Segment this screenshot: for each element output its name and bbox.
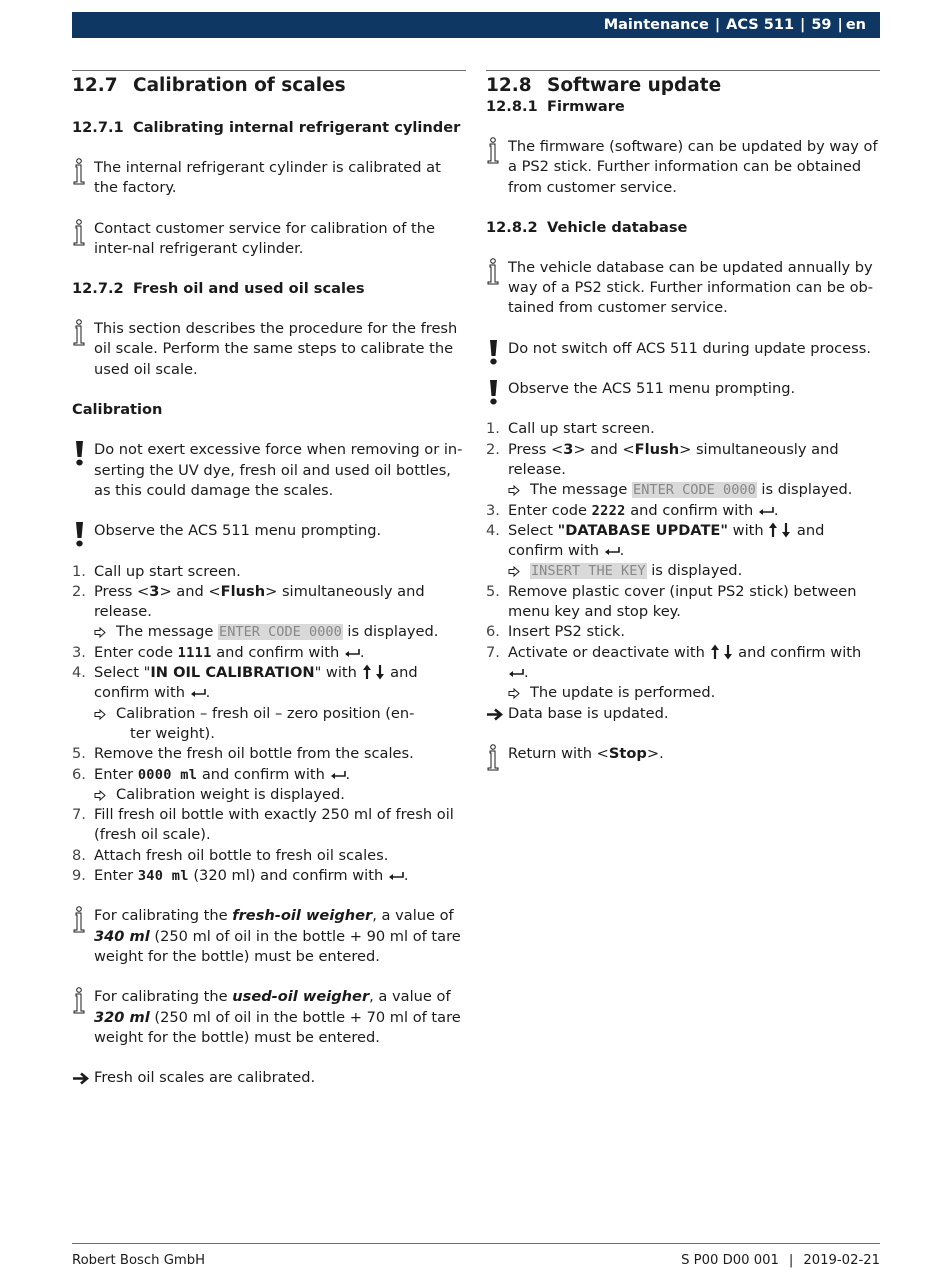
footer-docinfo: S P00 D00 001 | 2019-02-21 <box>681 1253 880 1268</box>
right-column <box>486 70 880 764</box>
step-result: Calibration – fresh oil – zero position (en- ter weight). <box>72 704 466 745</box>
warning-icon <box>72 440 88 468</box>
enter-key-icon <box>344 648 360 658</box>
action-result-arrow-icon <box>94 627 106 638</box>
footer-date: 2019-02-21 <box>803 1253 880 1268</box>
step-result: The message ENTER CODE 0000 is displayed. <box>72 622 466 642</box>
list-item: 1. Call up start screen. <box>72 562 241 580</box>
section-heading-12-7: 12.7 Calibration of scales <box>72 75 346 96</box>
list-item: 7. Fill fresh oil bottle with exactly 250 ml of fresh oil (fresh oil scale). <box>72 806 454 844</box>
final-result: Data base is updated. <box>486 704 880 724</box>
enter-key-icon <box>508 668 524 678</box>
info-note: This section describes the procedure for the fresh oil scale. Perform the same steps to calibrate the used oil scale. <box>72 319 466 380</box>
list-item: 4. Select "IN OIL CALIBRATION" with and confirm with . <box>72 664 418 702</box>
action-result-arrow-icon <box>94 709 106 720</box>
final-result: Fresh oil scales are calibrated. <box>72 1068 466 1088</box>
info-icon <box>72 319 88 347</box>
info-note: Contact customer service for calibration of the inter-nal refrigerant cylinder. <box>72 219 466 260</box>
display-message: ENTER CODE 0000 <box>219 624 342 641</box>
footer-rule <box>72 1243 880 1244</box>
action-result-arrow-icon <box>508 485 520 496</box>
subsection-heading-12-8-1: 12.8.1 Firmware <box>486 98 625 115</box>
action-result-arrow-icon <box>508 688 520 699</box>
header-page-number: 59 <box>811 17 832 33</box>
info-icon <box>486 744 502 772</box>
update-steps <box>486 419 880 703</box>
result-arrow-icon <box>486 708 504 721</box>
info-note: For calibrating the fresh-oil weigher, a value of 340 ml (250 ml of oil in the bottle + 90 ml of tare weight for the bottle) must be entered. <box>72 906 466 967</box>
footer-document-number: S P00 D00 001 <box>681 1253 779 1268</box>
list-item: 4. Select "DATABASE UPDATE" with and confirm with . <box>486 521 825 560</box>
info-note: The firmware (software) can be updated by way of a PS2 stick. Further information can be obtained from customer service. <box>486 137 880 198</box>
info-note: Return with <Stop>. <box>486 744 880 764</box>
header-section: Maintenance <box>603 17 709 33</box>
list-item: 2. Press <3> and <Flush> simultaneously and release. <box>72 582 425 621</box>
step-result: Calibration weight is displayed. <box>72 785 466 805</box>
header-language: en <box>845 17 866 33</box>
header-product: ACS 511 <box>726 17 795 33</box>
info-note: The internal refrigerant cylinder is calibrated at the factory. <box>72 158 466 199</box>
list-item: 2. Press <3> and <Flush> simultaneously and release. <box>486 440 839 478</box>
subsection-heading-12-8-2: 12.8.2 Vehicle database <box>486 218 688 236</box>
list-item: 7. Activate or deactivate with and confirm with . <box>486 643 862 681</box>
list-item: 3. Enter code 1111 and confirm with . <box>72 643 365 661</box>
list-item: 5. Remove the fresh oil bottle from the scales. <box>72 745 414 763</box>
info-note: For calibrating the used-oil weigher, a value of 320 ml (250 ml of oil in the bottle + 70 ml of tare weight for the bottle) must be entered. <box>72 987 466 1048</box>
info-icon <box>486 137 502 165</box>
info-icon <box>72 906 88 934</box>
info-note: The vehicle database can be updated annually by way of a PS2 stick. Further information can be ob-tained from customer service. <box>486 258 880 319</box>
footer-company: Robert Bosch GmbH <box>72 1253 206 1268</box>
step-result: The message ENTER CODE 0000 is displayed. <box>486 480 880 500</box>
step-result: The update is performed. <box>486 683 880 703</box>
left-column <box>72 70 466 1088</box>
enter-key-icon <box>758 506 774 516</box>
list-item: 3. Enter code 2222 and confirm with . <box>486 501 779 519</box>
warning-icon <box>486 339 502 367</box>
action-result-arrow-icon <box>508 566 520 577</box>
enter-key-icon <box>330 770 346 780</box>
section-heading-12-8: 12.8 Software update <box>486 75 722 96</box>
up-down-arrows-icon <box>768 522 792 538</box>
warning-icon <box>486 379 502 407</box>
page-header-bar: Maintenance | ACS 511 | 59 | en <box>72 12 880 38</box>
subsection-heading-12-7-2: 12.7.2 Fresh oil and used oil scales <box>72 280 365 298</box>
list-item: 5. Remove plastic cover (input PS2 stick) between menu key and stop key. <box>486 582 857 621</box>
up-down-arrows-icon <box>710 644 734 660</box>
enter-key-icon <box>604 546 620 556</box>
display-message: ENTER CODE 0000 <box>633 482 756 499</box>
warning-note: Observe the ACS 511 menu prompting. <box>72 521 466 541</box>
list-item: 6. Enter 0000 ml and confirm with . <box>72 765 351 783</box>
step-result: INSERT THE KEY is displayed. <box>486 561 880 581</box>
list-item: 9. Enter 340 ml (320 ml) and confirm with . <box>72 867 409 885</box>
info-icon <box>486 258 502 286</box>
info-icon <box>72 158 88 186</box>
list-item: 1. Call up start screen. <box>486 420 655 438</box>
warning-note: Observe the ACS 511 menu prompting. <box>486 379 880 399</box>
result-arrow-icon <box>72 1072 90 1085</box>
calibration-heading: Calibration <box>72 401 163 419</box>
action-result-arrow-icon <box>94 790 106 801</box>
enter-key-icon <box>190 688 206 698</box>
display-message: INSERT THE KEY <box>531 563 646 580</box>
info-icon <box>72 219 88 247</box>
calibration-steps <box>72 562 466 887</box>
up-down-arrows-icon <box>362 664 386 680</box>
info-icon <box>72 987 88 1015</box>
list-item: 6. Insert PS2 stick. <box>486 623 625 641</box>
warning-note: Do not switch off ACS 511 during update process. <box>486 339 880 359</box>
list-item: 8. Attach fresh oil bottle to fresh oil scales. <box>72 846 389 864</box>
subsection-heading-12-7-1: 12.7.1 Calibrating internal refrigerant cylinder <box>72 119 461 136</box>
enter-key-icon <box>388 871 404 881</box>
warning-icon <box>72 521 88 549</box>
warning-note: Do not exert excessive force when removing or in-serting the UV dye, fresh oil and used oil bottles, as this could damage the scales. <box>72 440 466 501</box>
